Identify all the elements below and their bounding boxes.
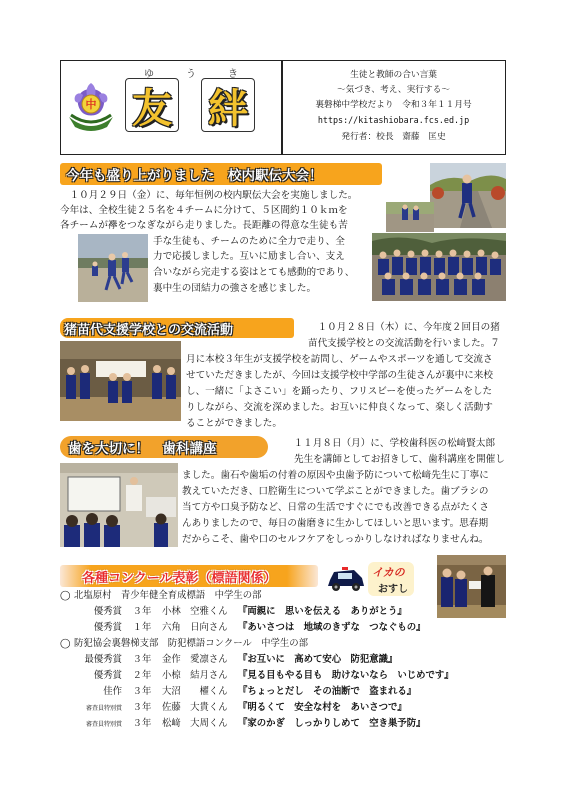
ruby-yu: ゆ xyxy=(144,69,154,80)
section-exchange-line-5: し、一緒に「よさこい」を踊ったり、フリスビーを使ったゲームをした xyxy=(186,386,493,397)
section-exchange-line-4: せていただきましたが、今回は支援学校中学部の生徒さんが裏中に来校 xyxy=(186,370,493,381)
section-ekiden-line-3: 各チームが襷をつなぎながら走りました。長距離の得意な生徒も苦 xyxy=(60,220,348,231)
photo-exchange-activity xyxy=(60,341,181,421)
school-motto: 〜気づき、考え、実行する〜 xyxy=(336,85,451,95)
photo-ekiden-group xyxy=(372,233,506,301)
section-ekiden-line-6: 合いながら完走する姿はとても感動的であり、 xyxy=(153,267,355,278)
award-row: 審査員特別賞 ３年 松﨑 大周くん 『家のかぎ しっかりしめて 空き巣予防』 xyxy=(85,718,426,729)
school-url: https://kitashiobara.fcs.ed.jp xyxy=(317,115,470,125)
award-row: 最優秀賞 ３年 金作 愛凛さん 『お互いに 高めて安心 防犯意識』 xyxy=(84,654,398,665)
section-dental-line-5: 当て方や口臭予防など、日常の生活ですぐにでも改善できる点がたくさ xyxy=(182,502,489,513)
ruby-ki: き xyxy=(228,69,238,80)
photo-runner-road xyxy=(430,163,506,228)
masthead-divider xyxy=(281,61,283,154)
award-row: 優秀賞 １年 六角 日向さん 『あいさつは 地域のきずな つなぐもの』 xyxy=(93,622,426,633)
section-ekiden-title: 今年も盛り上がりました 校内駅伝大会！ xyxy=(60,163,382,185)
newsletter-masthead xyxy=(60,60,506,155)
section-dental-line-3: ました。歯石や歯垢の付着の原因や虫歯予防について松﨑先生に丁寧に xyxy=(182,470,489,481)
section-dental-line-6: んありましたので、毎日の歯磨きに生かしてほしいと思います。思春期 xyxy=(182,518,489,529)
issue-title: 裏磐梯中学校だより 令和３年１１月号 xyxy=(315,100,472,110)
ruby-u: う xyxy=(186,69,196,80)
photo-award-ceremony xyxy=(437,555,506,618)
title-char-yu: 友 xyxy=(125,78,179,132)
section-awards-title: 各種コンクール表彰（標語関係） xyxy=(60,565,318,587)
section-dental-line-2: 先生を講師としてお招きして、歯科講座を開催し xyxy=(294,454,505,465)
photo-runners-pair xyxy=(386,202,434,232)
section-exchange-line-2: 苗代支援学校との交流活動を行いました。７ xyxy=(308,338,500,349)
photo-runners-start xyxy=(78,234,148,302)
section-dental-line-7: だからこそ、歯や口のセルフケアをしっかりしなければなりませんね。 xyxy=(182,534,489,545)
police-car-mascot xyxy=(326,562,366,592)
section-exchange-title: 猪苗代支援学校との交流活動 xyxy=(60,318,294,338)
school-crest-logo xyxy=(67,81,115,133)
ika-no-osushi-badge: イカの おすし xyxy=(368,562,414,596)
award-row: 審査員特別賞 ３年 佐藤 大貴くん 『明るくて 安全な村を あいさつで』 xyxy=(85,702,407,713)
section-ekiden-line-5: 力で応援しました。互いに励まし合い、支え xyxy=(153,251,345,262)
school-motto-label: 生徒と教師の合い言葉 xyxy=(350,70,437,80)
award-group-2-heading: ◯ 防犯協会裏磐梯支部 防犯標語コンクール 中学生の部 xyxy=(60,638,309,649)
section-exchange-line-6: りしながら、交流を深めました。お互いに仲良くなって、楽しく活動す xyxy=(186,402,493,413)
section-exchange-line-7: ることができました。 xyxy=(186,418,282,429)
section-dental-line-4: 教えていただき、口腔衛生について学ぶことができました。歯ブラシの xyxy=(182,486,489,497)
section-exchange-line-1: １０月２８日（木）に、今年度２回目の猪 xyxy=(308,322,500,333)
section-ekiden-line-2: 今年は、全校生徒２５名を４チームに分けて、５区間約１０ｋｍを xyxy=(60,205,348,216)
title-char-kizuna: 絆 xyxy=(201,78,255,132)
award-row: 優秀賞 ２年 小椋 結月さん 『見る目もやる目も 助けないなら いじめです』 xyxy=(93,670,454,681)
section-dental-line-1: １１月８日（月）に、学校歯科医の松﨑賢太郎 xyxy=(284,438,496,449)
section-ekiden-line-4: 手な生徒も、チームのために全力で走り、全 xyxy=(153,236,345,247)
svg-text:中: 中 xyxy=(85,98,97,111)
section-ekiden-line-7: 裏中生の団結力の強さを感じました。 xyxy=(153,283,317,294)
section-exchange-line-3: 月に本校３年生が支援学校を訪問し、ゲームやスポーツを通して交流さ xyxy=(186,354,493,365)
award-row: 佳作 ３年 大沼 櫂くん 『ちょっとだし その油断で 盗まれる』 xyxy=(103,686,417,697)
award-group-1-heading: ◯ 北塩原村 青少年健全育成標語 中学生の部 xyxy=(60,590,262,601)
award-row: 優秀賞 ３年 小林 空雅くん 『両親に 思いを伝える ありがとう』 xyxy=(93,606,407,617)
section-ekiden-line-1: １０月２９日（金）に、毎年恒例の校内駅伝大会を実施しました。 xyxy=(60,190,358,201)
publisher: 発行者：校長 齋藤 匡史 xyxy=(341,132,446,142)
photo-dental-lecture xyxy=(60,463,178,547)
section-dental-title: 歯を大切に！ 歯科講座 xyxy=(60,436,268,458)
